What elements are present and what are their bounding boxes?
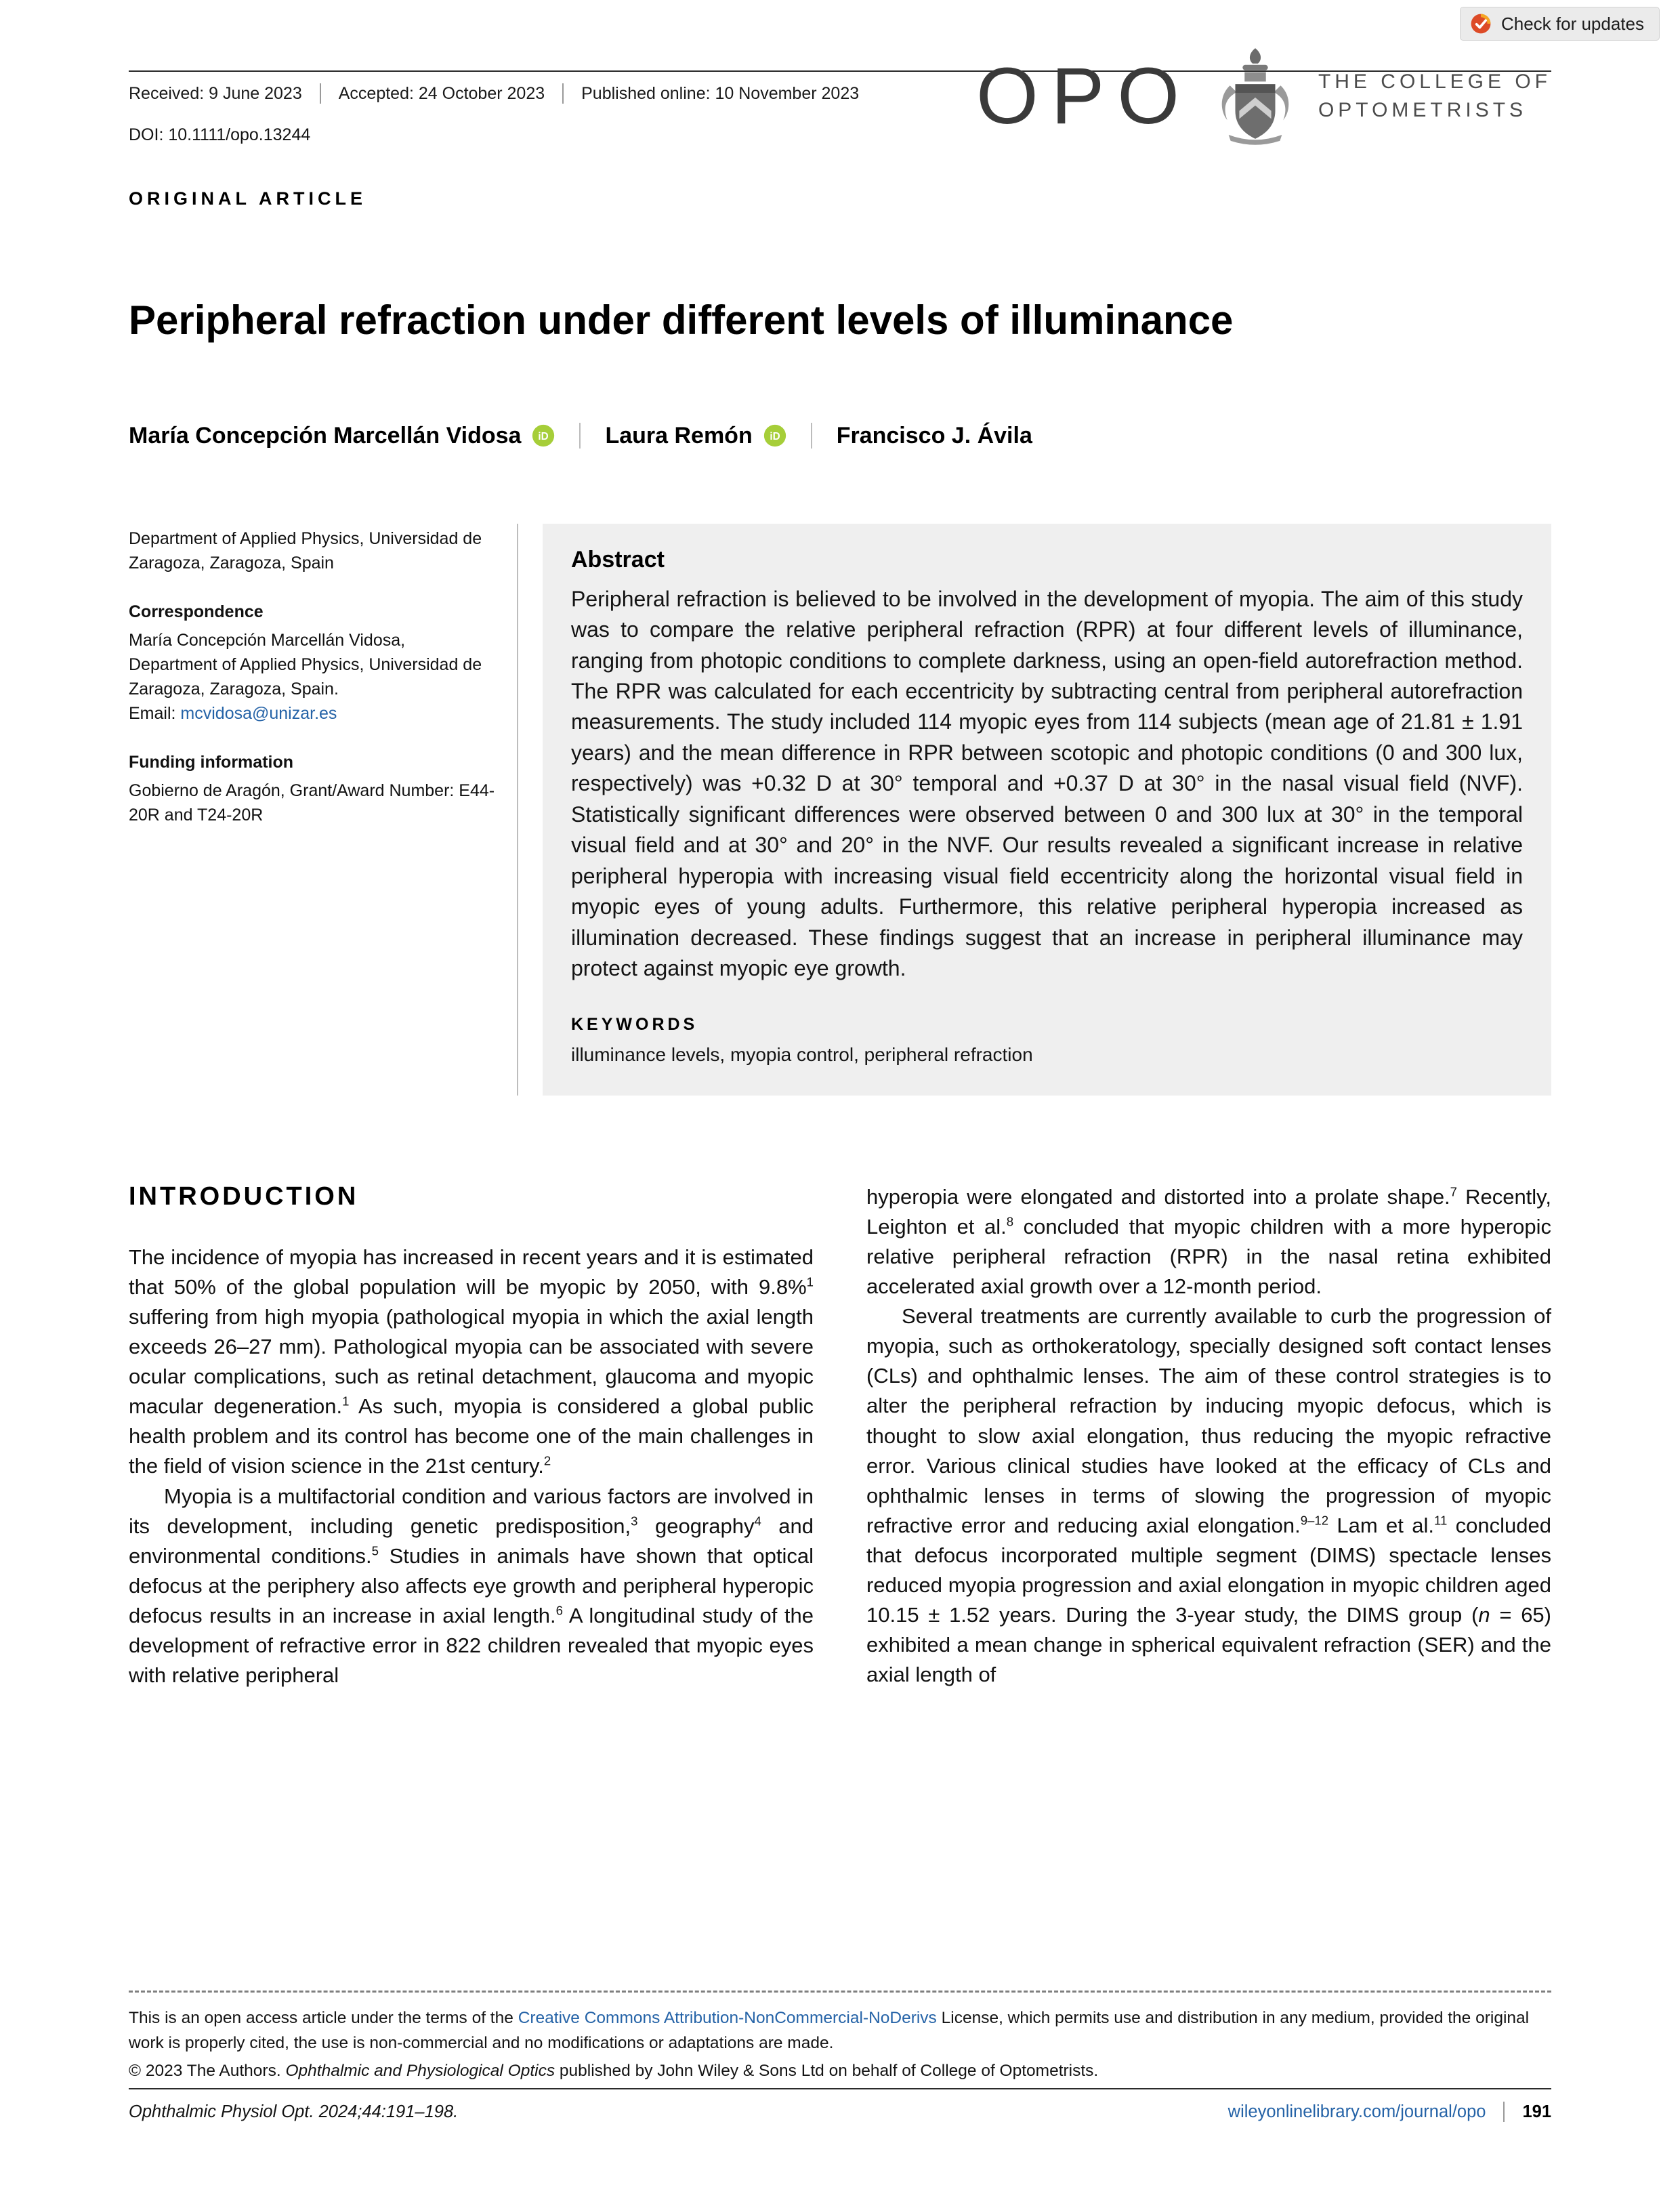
check-for-updates-label: Check for updates	[1500, 13, 1644, 34]
abstract-text: Peripheral refraction is believed to be involved in the development of myopia. The aim of this study was to compare the relative peripheral refraction (RPR) at four different levels of illuminance, ranging from photopic conditions to complete darkness, using an open-field autorefraction method. The RPR was calculated for each eccentricity by subtracting central from peripheral autorefraction measurements. The study included 114 myopic eyes from 114 subjects (mean age of 21.81 ± 1.91 years) and the mean difference in RPR between scotopic and photopic conditions (0 and 300 lux, respectively) was +0.32 D at 30° temporal and +0.37 D at 30° in the nasal visual field (NVF). Statistically significant differences were observed between 0 and 300 lux at 30° in the temporal visual field and at 30° and 20° in the NVF. Our results revealed a significant increase in relative peripheral hyperopia with increasing visual field eccentricity along the horizontal visual field in myopic eyes of young adults. Furthermore, this relative peripheral hyperopia increased as illumination decreased. These findings suggest that an increase in peripheral illuminance may protect against myopic eye growth.	[571, 586, 1523, 980]
license-link[interactable]: Creative Commons Attribution-NonCommercial-NoDerivs	[518, 2009, 937, 2027]
separator	[562, 83, 564, 104]
orcid-icon[interactable]	[532, 424, 555, 447]
journal-name-italic: Ophthalmic and Physiological Optics	[285, 2061, 555, 2080]
author-list	[129, 423, 1551, 449]
published-date: Published online: 10 November 2023	[581, 84, 860, 103]
copyright-line	[129, 2059, 1551, 2084]
funding-block	[129, 750, 497, 827]
article-page-content	[129, 0, 1551, 1690]
opo-wordmark: OPO	[976, 51, 1192, 141]
received-date: Received: 9 June 2023	[129, 84, 302, 103]
meta-and-abstract	[129, 524, 1551, 1096]
correspondence-block	[129, 600, 497, 726]
body-paragraph: Several treatments are currently available to curb the progression of myopia, such as orthokeratology, specially designed soft contact lenses (CLs) and ophthalmic lenses. The aim of these control strategies is to alter the peripheral refraction by inducing myopic defocus, which is thought to slow axial elongation, thus reducing the myopic refractive error. Various clinical studies have looked at the efficacy of CLs and ophthalmic lenses in terms of slowing the progression of myopic refractive error and reducing axial elongation.$^{9-12}$ Lam et al.$^{11}$ concluded that defocus incorporated multiple segment (DIMS) spectacle lenses reduced myopia progression and axial elongation in myopic children aged 10.15 ± 1.52 years. During the 3-year study, the DIMS group (n = 65) exhibited a mean change in spherical equivalent refraction (SER) and the axial length of	[866, 1304, 1551, 1686]
body-column-right	[866, 1182, 1551, 1690]
copyright-pre: © 2023 The Authors.	[129, 2061, 286, 2080]
author-name: Francisco J. Ávila	[836, 422, 1032, 449]
page-footer-bar	[129, 2088, 1551, 2122]
body-columns	[129, 1182, 1551, 1690]
license-footnote	[129, 1991, 1551, 2083]
email-link[interactable]: mcvidosa@unizar.es	[180, 703, 337, 723]
copyright-post: published by John Wiley & Sons Ltd on behalf of College of Optometrists.	[555, 2061, 1099, 2080]
college-name-line2: OPTOMETRISTS	[1318, 98, 1528, 121]
funding-text: Gobierno de Aragón, Grant/Award Number: E44-20R and T24-20R	[129, 780, 495, 825]
page-number: 191	[1522, 2102, 1551, 2121]
accepted-date: Accepted: 24 October 2023	[338, 84, 545, 103]
citation-info: Ophthalmic Physiol Opt. 2024;44:191–198.	[129, 2102, 459, 2121]
correspondence-heading: Correspondence	[129, 602, 264, 621]
orcid-icon[interactable]	[763, 424, 786, 447]
affiliation: Department of Applied Physics, Universidad de Zaragoza, Zaragoza, Spain	[129, 528, 482, 572]
body-paragraph: The incidence of myopia has increased in recent years and it is estimated that 50% of the global population will be myopic by 2050, with 9.8%$^1$ suffering from high myopia (pathological myopia in which the axial length exceeds 26–27 mm). Pathological myopia can be associated with severe ocular complications, such as retinal detachment, glaucoma and myopic macular degeneration.$^1$ As such, myopia is considered a global public health problem and its control has become one of the main challenges in the field of vision science in the 21st century.$^2$	[129, 1245, 814, 1478]
article-type-label: ORIGINAL ARTICLE	[129, 188, 366, 209]
email-line	[129, 701, 497, 726]
abstract-heading: Abstract	[571, 546, 665, 572]
author-separator	[811, 423, 812, 449]
college-name-line1: THE COLLEGE OF	[1318, 70, 1551, 93]
license-text-pre: This is an open access article under the terms of the	[129, 2009, 518, 2027]
keywords-text: illuminance levels, myopia control, peripheral refraction	[571, 1044, 1033, 1066]
license-text-post: License, which permits use and distribution in any medium, provided the original work is properly cited, the use is non-commercial and no modifications or adaptations are made.	[129, 2009, 1530, 2052]
doi: DOI: 10.1111/opo.13244	[129, 125, 311, 144]
svg-text:iD: iD	[538, 431, 549, 443]
correspondence-text: María Concepción Marcellán Vidosa, Department of Applied Physics, Universidad de Zaragoza, Zaragoza, Spain.	[129, 630, 482, 699]
college-name	[1318, 68, 1551, 125]
author-name: Laura Remón	[605, 422, 753, 449]
body-column-left	[129, 1182, 814, 1690]
separator	[320, 83, 321, 104]
body-paragraph: hyperopia were elongated and distorted into a prolate shape.$^7$ Recently, Leighton et al.$^8$ concluded that myopic children with a more hyperopic relative peripheral refraction (RPR) in the nasal retina exhibited accelerated axial growth over a 12-month period.	[866, 1185, 1552, 1299]
author-separator	[579, 423, 581, 449]
article-sidebar	[129, 524, 518, 1096]
journal-brand	[976, 43, 1551, 148]
introduction-heading: INTRODUCTION	[129, 1182, 359, 1211]
keywords-heading: KEYWORDS	[571, 1015, 698, 1035]
college-crest-icon	[1215, 43, 1295, 148]
svg-text:iD: iD	[770, 431, 780, 443]
license-line	[129, 2006, 1551, 2056]
separator	[1503, 2102, 1505, 2122]
funding-heading: Funding information	[129, 752, 294, 772]
email-label: Email:	[129, 703, 181, 723]
footer-right-group	[1228, 2102, 1551, 2122]
page-title: Peripheral refraction under different levels of illuminance	[129, 297, 1234, 343]
journal-website-link[interactable]: wileyonlinelibrary.com/journal/opo	[1227, 2102, 1486, 2121]
author-name: María Concepción Marcellán Vidosa	[129, 422, 522, 449]
abstract-box	[543, 524, 1551, 1096]
body-paragraph: Myopia is a multifactorial condition and various factors are involved in its development, including genetic predisposition,$^3$ geography$^4$ and environmental conditions.$^5$ Studies in animals have shown that optical defocus at the periphery also affects eye growth and peripheral hyperopic defocus results in an increase in axial length.$^6$ A longitudinal study of the development of refractive error in 822 children revealed that myopic eyes with relative peripheral	[129, 1484, 814, 1687]
